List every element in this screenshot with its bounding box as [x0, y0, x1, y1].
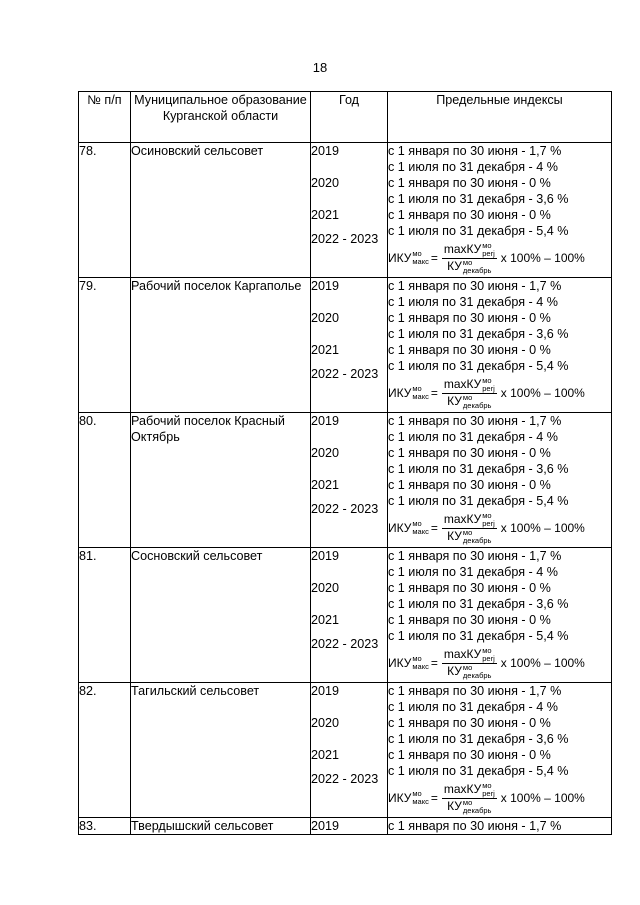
indices-table [78, 91, 612, 835]
formula [388, 509, 611, 547]
index-line: с 1 июля по 31 декабря - 3,6 % [388, 192, 569, 206]
index-line: с 1 января по 30 июня - 0 % [388, 581, 551, 595]
year-range: 2022 - 2023 [311, 637, 379, 651]
formula [388, 374, 611, 412]
fraction-numerator: maxКУ мо perj [443, 240, 495, 258]
formula-fraction [442, 242, 497, 275]
index-line: с 1 июля по 31 декабря - 4 % [388, 700, 558, 714]
row-year: 2019 [311, 818, 388, 835]
table-row [79, 143, 612, 278]
row-number-text: 82. [79, 684, 97, 698]
formula [388, 779, 611, 817]
year-2020: 2020 [311, 446, 340, 460]
index-line: с 1 января по 30 июня - 1,7 % [388, 549, 562, 563]
year-range: 2022 - 2023 [311, 232, 379, 246]
fraction-denominator: КУ мо декабрь [447, 257, 492, 275]
row-municipality: Твердышский сельсовет [131, 818, 311, 835]
row-municipality [131, 278, 311, 413]
row-years [311, 413, 388, 548]
row-number [79, 548, 131, 683]
formula-equals: = [430, 656, 438, 670]
index-line: с 1 января по 30 июня - 0 % [388, 716, 551, 730]
row-indices [388, 278, 612, 413]
index-line: с 1 января по 30 июня - 0 % [388, 613, 551, 627]
table-row [79, 278, 612, 413]
year-2020: 2020 [311, 716, 340, 730]
row-number [79, 683, 131, 818]
fraction-numerator: maxКУ мо perj [443, 375, 495, 393]
table-row [79, 548, 612, 683]
year-range: 2022 - 2023 [311, 502, 379, 516]
year-2020: 2020 [311, 176, 340, 190]
page-number: 18 [312, 60, 328, 75]
table-body [79, 143, 612, 818]
row-municipality [131, 683, 311, 818]
row-index: с 1 января по 30 июня - 1,7 % [388, 818, 612, 835]
index-line: с 1 января по 30 июня - 0 % [388, 446, 551, 460]
index-line: с 1 января по 30 июня - 0 % [388, 311, 551, 325]
index-line: с 1 июля по 31 декабря - 3,6 % [388, 327, 569, 341]
row-years [311, 683, 388, 818]
fraction-numerator: maxКУ мо perj [443, 645, 495, 663]
formula-equals: = [430, 521, 438, 535]
index-line: с 1 июля по 31 декабря - 3,6 % [388, 462, 569, 476]
formula-lhs: ИКУ мо макс [388, 789, 429, 807]
row-indices [388, 548, 612, 683]
row-municipality-text: Рабочий поселок Каргаполье [131, 279, 302, 293]
header-indices: Предельные индексы [388, 92, 612, 143]
row-number [79, 413, 131, 548]
formula [388, 239, 611, 277]
year-2019: 2019 [311, 684, 340, 698]
row-indices [388, 683, 612, 818]
fraction-denominator: КУ мо декабрь [447, 662, 492, 680]
row-municipality-text: Осиновский сельсовет [131, 144, 264, 158]
table-row [79, 683, 612, 818]
index-line: с 1 января по 30 июня - 1,7 % [388, 144, 562, 158]
row-years [311, 143, 388, 278]
year-2019: 2019 [311, 549, 340, 563]
fraction-denominator: КУ мо декабрь [447, 392, 492, 410]
index-line: с 1 января по 30 июня - 0 % [388, 748, 551, 762]
formula-fraction [442, 782, 497, 815]
fraction-numerator: maxКУ мо perj [443, 510, 495, 528]
index-line: с 1 июля по 31 декабря - 4 % [388, 160, 558, 174]
row-years [311, 278, 388, 413]
index-line: с 1 июля по 31 декабря - 3,6 % [388, 732, 569, 746]
index-line: с 1 июля по 31 декабря - 4 % [388, 565, 558, 579]
year-2021: 2021 [311, 613, 340, 627]
formula-lhs: ИКУ мо макс [388, 249, 429, 267]
row-indices [388, 413, 612, 548]
row-number: 83. [79, 818, 131, 835]
formula-multiplier: x 100% – 100% [500, 386, 585, 400]
index-line: с 1 июля по 31 декабря - 5,4 % [388, 359, 569, 373]
year-2021: 2021 [311, 748, 340, 762]
year-2020: 2020 [311, 311, 340, 325]
formula-multiplier: x 100% – 100% [500, 521, 585, 535]
index-line: с 1 июля по 31 декабря - 5,4 % [388, 629, 569, 643]
index-line: с 1 июля по 31 декабря - 5,4 % [388, 224, 569, 238]
formula-multiplier: x 100% – 100% [500, 791, 585, 805]
formula-multiplier: x 100% – 100% [500, 656, 585, 670]
year-2021: 2021 [311, 208, 340, 222]
table-row-last [79, 818, 612, 835]
index-line: с 1 января по 30 июня - 1,7 % [388, 684, 562, 698]
row-municipality-text: Сосновский сельсовет [131, 549, 263, 563]
header-year: Год [311, 92, 388, 143]
formula [388, 644, 611, 682]
formula-lhs: ИКУ мо макс [388, 519, 429, 537]
index-line: с 1 января по 30 июня - 1,7 % [388, 414, 562, 428]
year-2019: 2019 [311, 144, 340, 158]
row-number-text: 78. [79, 144, 97, 158]
formula-fraction [442, 512, 497, 545]
index-line: с 1 июля по 31 декабря - 4 % [388, 295, 558, 309]
fraction-denominator: КУ мо декабрь [447, 797, 492, 815]
index-line: с 1 января по 30 июня - 0 % [388, 478, 551, 492]
row-municipality [131, 413, 311, 548]
year-range: 2022 - 2023 [311, 367, 379, 381]
row-municipality [131, 143, 311, 278]
table-header-row [79, 92, 612, 143]
year-2020: 2020 [311, 581, 340, 595]
year-2021: 2021 [311, 343, 340, 357]
row-municipality-text: Рабочий поселок Красный Октябрь [131, 414, 285, 444]
formula-equals: = [430, 791, 438, 805]
index-line: с 1 января по 30 июня - 0 % [388, 176, 551, 190]
row-number-text: 80. [79, 414, 97, 428]
index-line: с 1 января по 30 июня - 0 % [388, 343, 551, 357]
formula-lhs: ИКУ мо макс [388, 384, 429, 402]
row-municipality [131, 548, 311, 683]
index-line: с 1 июля по 31 декабря - 3,6 % [388, 597, 569, 611]
header-municipality: Муниципальное образование Курганской области [131, 92, 311, 143]
fraction-numerator: maxКУ мо perj [443, 780, 495, 798]
index-line: с 1 января по 30 июня - 1,7 % [388, 279, 562, 293]
header-num: № п/п [79, 92, 131, 143]
formula-equals: = [430, 251, 438, 265]
table-row [79, 413, 612, 548]
formula-lhs: ИКУ мо макс [388, 654, 429, 672]
formula-multiplier: x 100% – 100% [500, 251, 585, 265]
index-line: с 1 января по 30 июня - 0 % [388, 208, 551, 222]
year-2019: 2019 [311, 414, 340, 428]
row-years [311, 548, 388, 683]
year-2019: 2019 [311, 279, 340, 293]
index-line: с 1 июля по 31 декабря - 4 % [388, 430, 558, 444]
fraction-denominator: КУ мо декабрь [447, 527, 492, 545]
year-range: 2022 - 2023 [311, 772, 379, 786]
index-line: с 1 июля по 31 декабря - 5,4 % [388, 494, 569, 508]
formula-fraction [442, 647, 497, 680]
year-2021: 2021 [311, 478, 340, 492]
row-number-text: 81. [79, 549, 97, 563]
row-number [79, 278, 131, 413]
row-indices [388, 143, 612, 278]
row-number [79, 143, 131, 278]
formula-fraction [442, 377, 497, 410]
formula-equals: = [430, 386, 438, 400]
row-number-text: 79. [79, 279, 97, 293]
index-line: с 1 июля по 31 декабря - 5,4 % [388, 764, 569, 778]
row-municipality-text: Тагильский сельсовет [131, 684, 260, 698]
